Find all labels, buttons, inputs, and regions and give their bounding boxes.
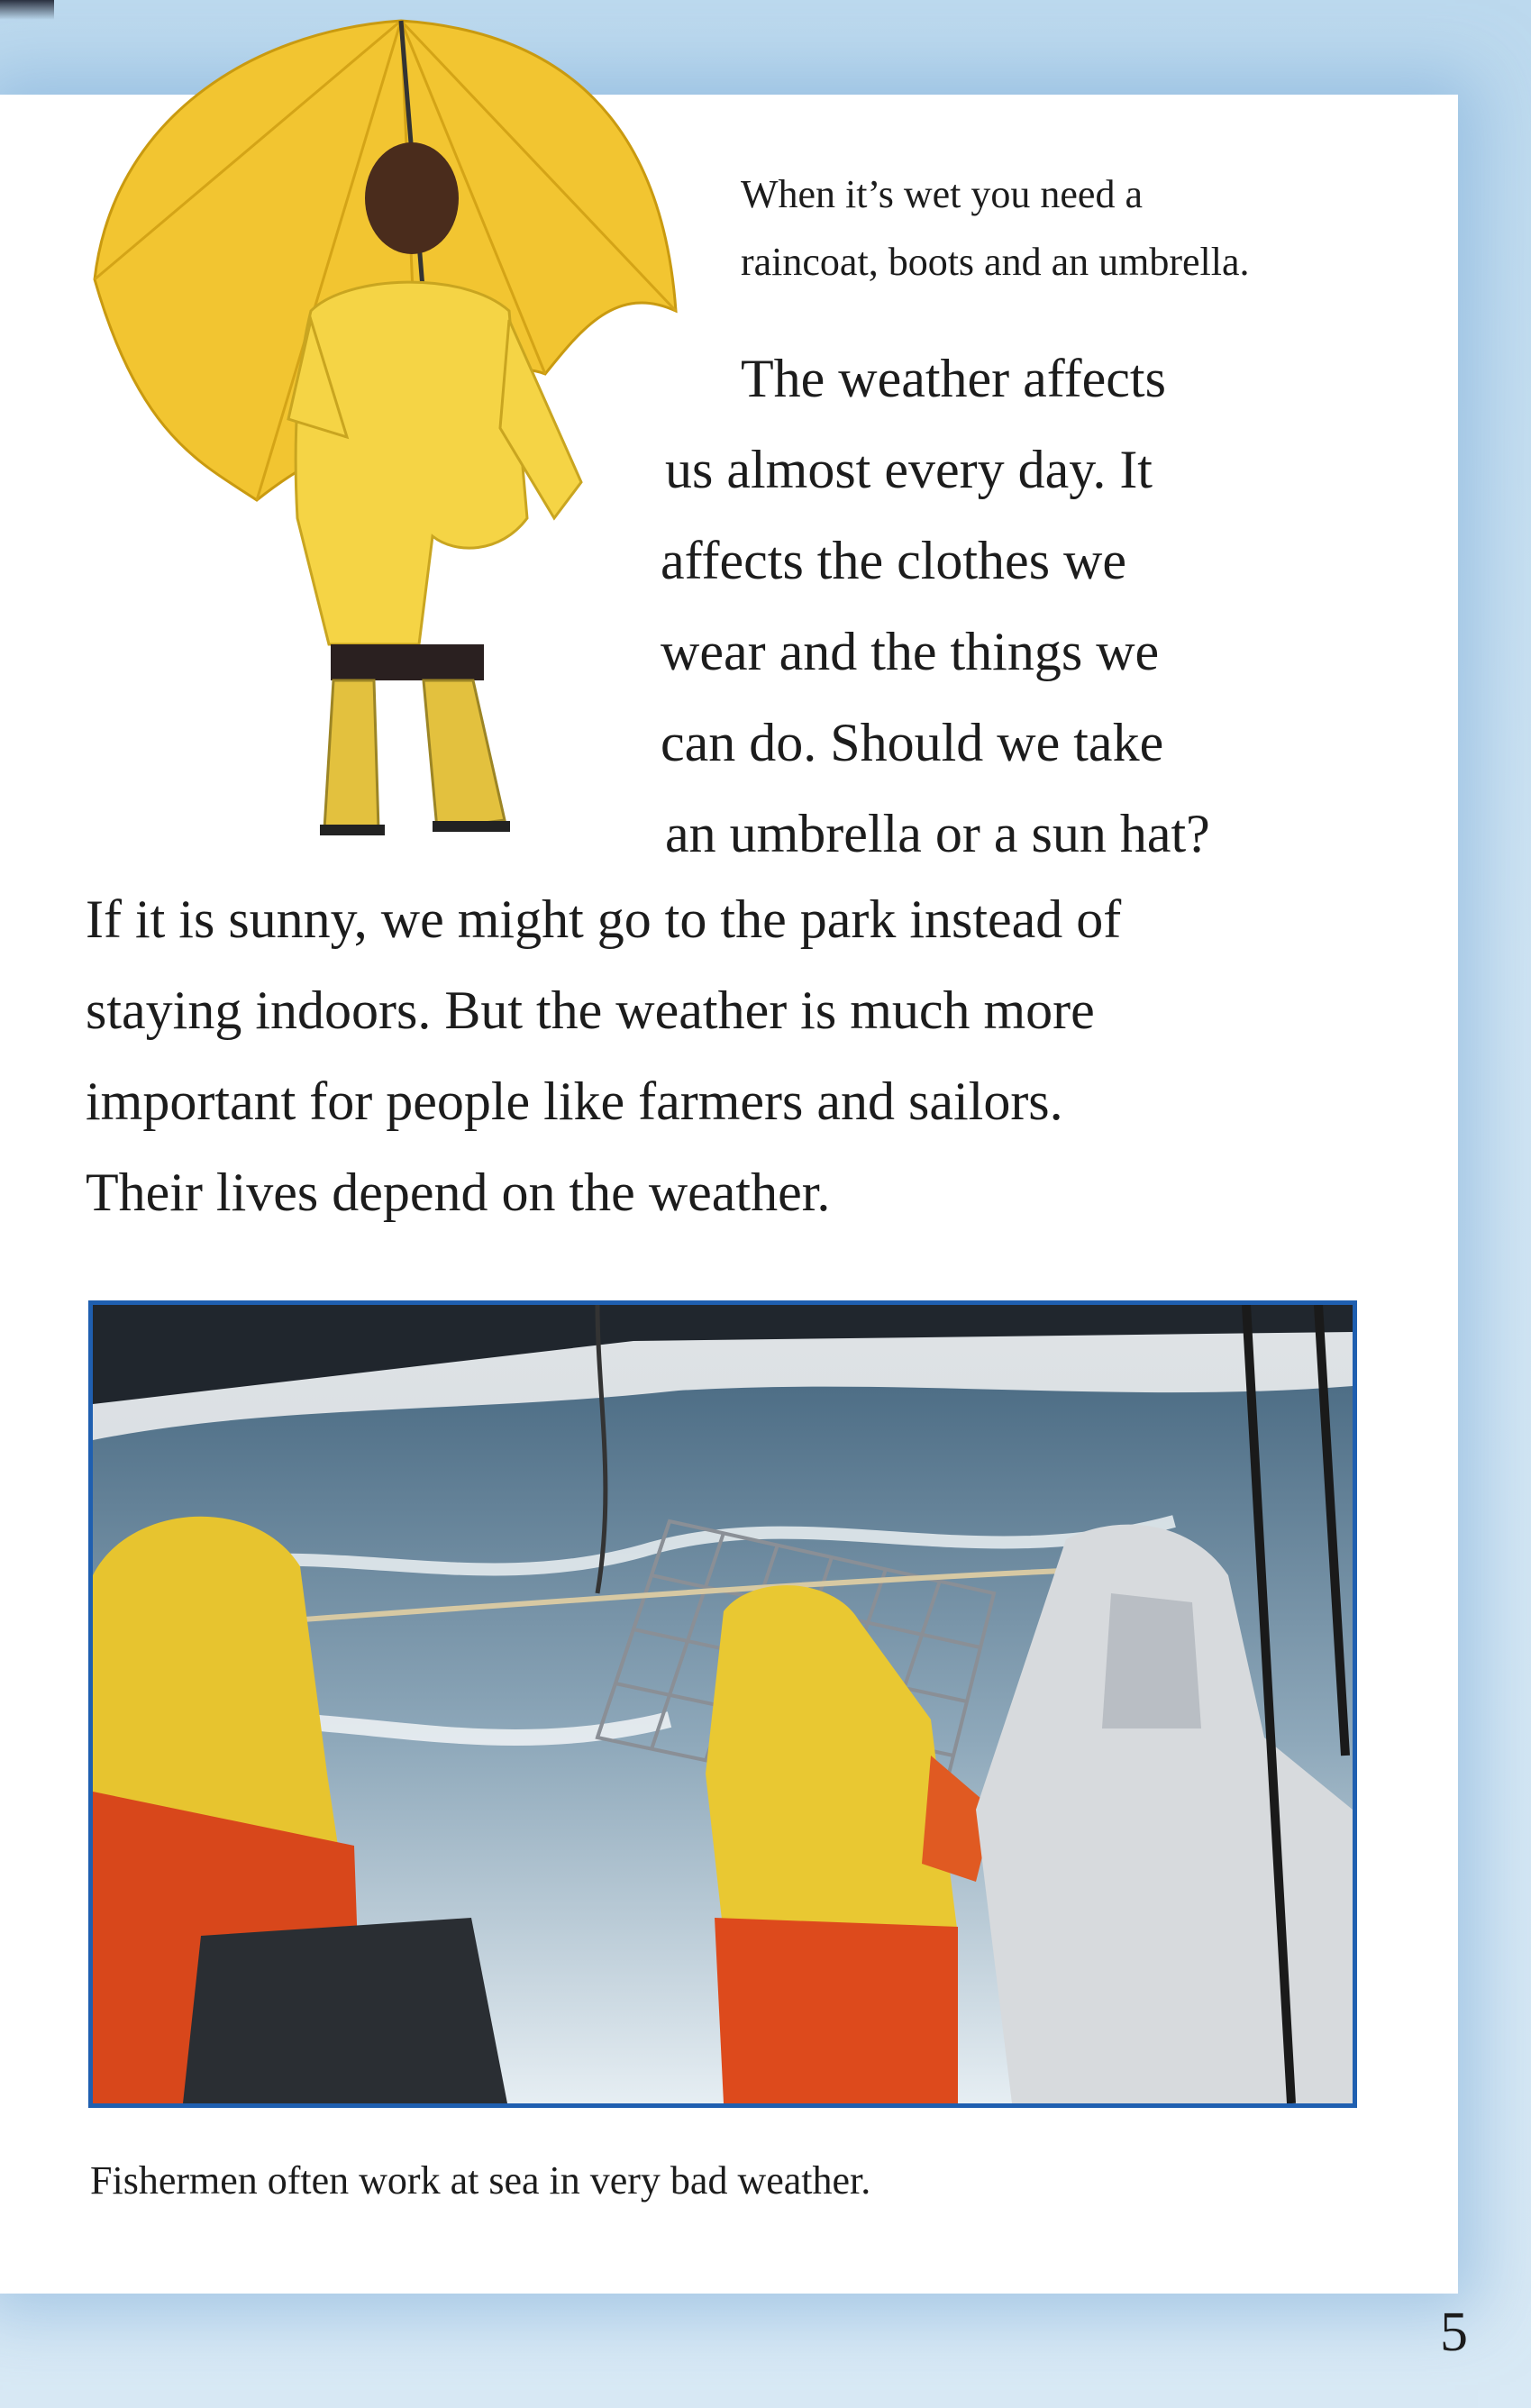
- body-text-line: an umbrella or a sun hat?: [665, 804, 1210, 863]
- caption-top: When it’s wet you need a raincoat, boots and an umbrella.: [741, 172, 1250, 284]
- body-text-line: The weather affects: [741, 349, 1166, 408]
- body-text-line: important for people like farmers and sailors.: [86, 1072, 1063, 1131]
- page-number: 5: [1440, 2302, 1468, 2363]
- fishermen-photo: [88, 1300, 1357, 2108]
- body-text-line: can do. Should we take: [661, 713, 1164, 772]
- body-text-line: wear and the things we: [661, 622, 1160, 681]
- body-text-line: If it is sunny, we might go to the park instead of: [86, 889, 1122, 949]
- top-edge-shadow: [0, 0, 54, 20]
- body-text-line: affects the clothes we: [661, 531, 1127, 590]
- body-text-line: us almost every day. It: [665, 440, 1153, 499]
- body-text-line: Their lives depend on the weather.: [86, 1163, 831, 1222]
- body-text-line: staying indoors. But the weather is much more: [86, 981, 1095, 1040]
- child-with-umbrella-image: [77, 14, 689, 852]
- caption-bottom: Fishermen often work at sea in very bad weather.: [90, 2158, 871, 2203]
